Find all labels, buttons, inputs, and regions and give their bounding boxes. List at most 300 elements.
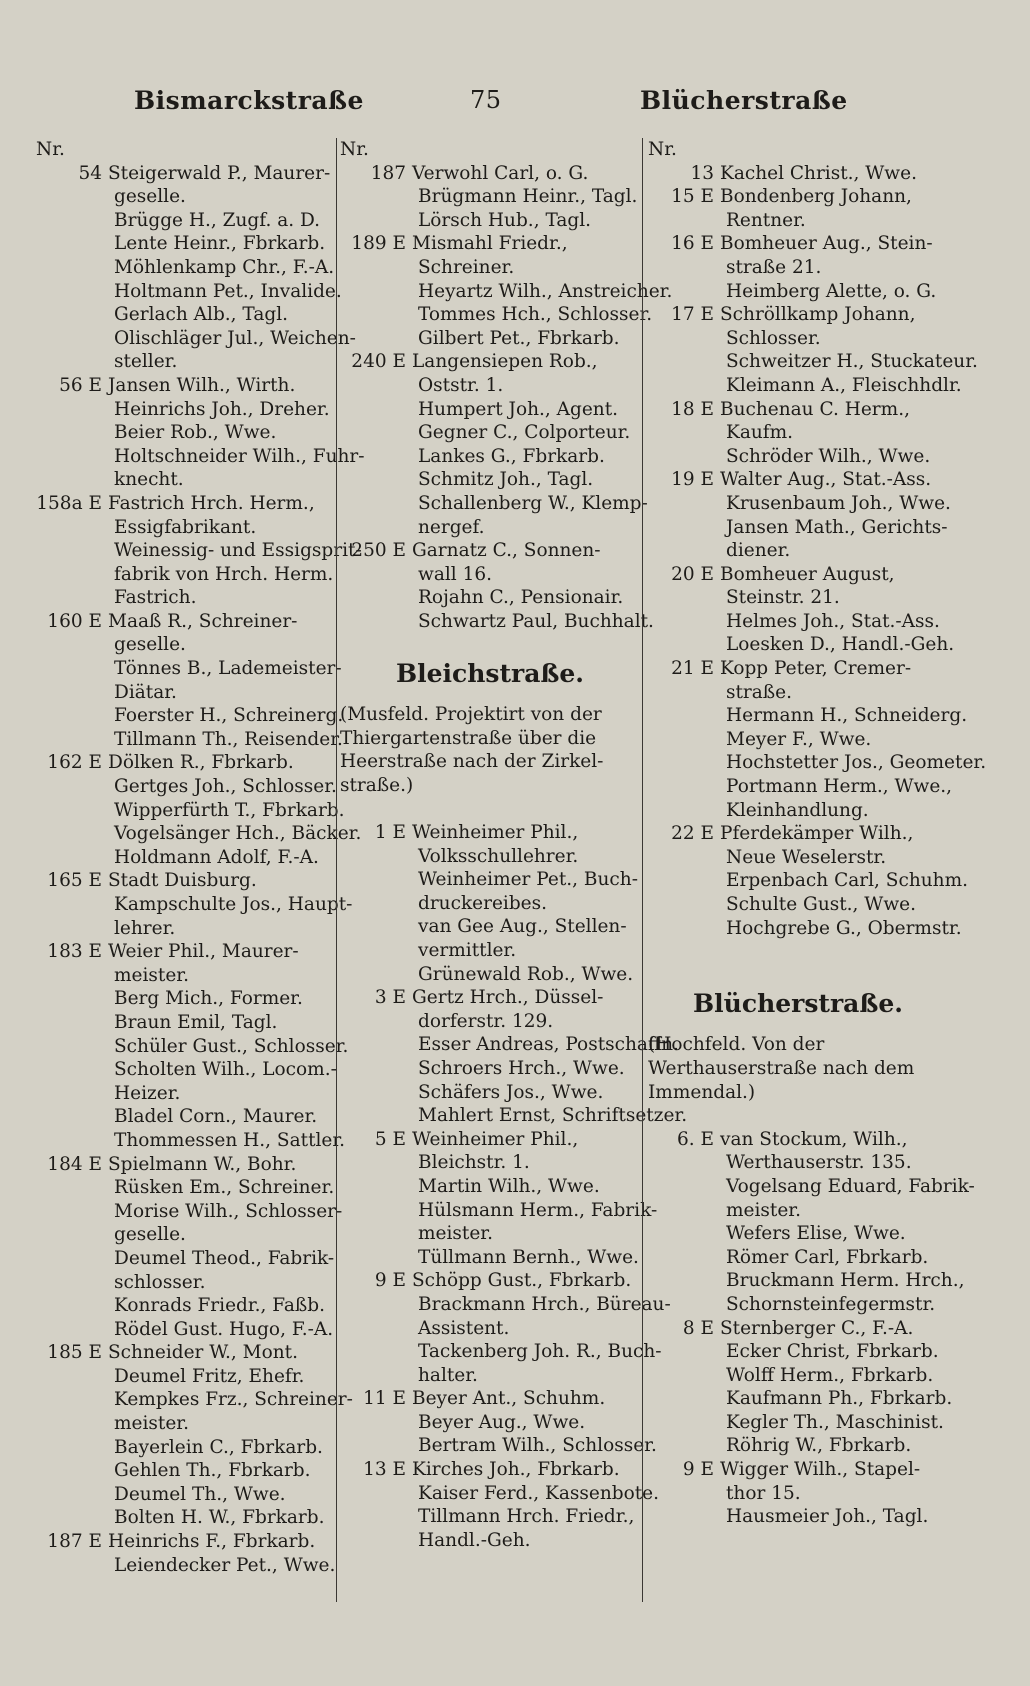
entry-line bbox=[36, 232, 336, 256]
resident-text: Rojahn C., Pensionair. bbox=[418, 587, 624, 609]
entry-line bbox=[36, 1412, 336, 1436]
resident-text: Wolff Herm., Fbrkarb. bbox=[726, 1364, 934, 1386]
entry-line bbox=[648, 775, 953, 799]
entry-line bbox=[648, 633, 955, 657]
resident-text: Holtmann Pet., Invalide. bbox=[114, 280, 342, 302]
house-number: 1 E bbox=[374, 822, 406, 844]
resident-text: Portmann Herm., Wwe., bbox=[726, 776, 953, 798]
entry-line bbox=[648, 1364, 948, 1388]
entry-line bbox=[36, 775, 336, 799]
resident-text: Schüler Gust., Schlosser. bbox=[114, 1035, 349, 1057]
resident-text: meister. bbox=[726, 1199, 801, 1221]
house-number: 11 E bbox=[363, 1388, 406, 1410]
entry-line bbox=[36, 822, 362, 846]
entry-line bbox=[340, 1175, 640, 1199]
entry-line bbox=[340, 1033, 679, 1057]
entry-line bbox=[36, 751, 336, 775]
entry-line bbox=[36, 1011, 336, 1035]
resident-text: Hermann H., Schneiderg. bbox=[726, 705, 968, 727]
resident-text: Meyer F., Wwe. bbox=[726, 728, 872, 750]
resident-text: Schallenberg W., Klemp- bbox=[418, 492, 648, 514]
house-number: 8 E bbox=[682, 1317, 714, 1339]
resident-text: Weinheimer Phil., bbox=[412, 1128, 579, 1150]
resident-text: Garnatz C., Sonnen- bbox=[412, 540, 601, 562]
resident-text: Gehlen Th., Fbrkarb. bbox=[114, 1460, 311, 1482]
resident-text: Kleimann A., Fleischhdlr. bbox=[726, 374, 962, 396]
resident-text: van Stockum, Wilh., bbox=[720, 1128, 908, 1150]
entry-line bbox=[340, 374, 640, 398]
entry-line bbox=[648, 657, 948, 681]
entry-line bbox=[648, 1199, 948, 1223]
resident-text: Beyer Aug., Wwe. bbox=[418, 1411, 586, 1433]
spacer bbox=[648, 940, 948, 964]
entry-line bbox=[340, 915, 640, 939]
section-description: Werthauserstraße nach dem bbox=[648, 1057, 915, 1079]
spacer bbox=[648, 1021, 948, 1033]
entry-line bbox=[36, 1247, 336, 1271]
column-header-nr: Nr. bbox=[648, 139, 677, 160]
resident-text: Weier Phil., Maurer- bbox=[108, 941, 299, 963]
entry-line bbox=[340, 1434, 657, 1458]
resident-text: thor 15. bbox=[726, 1482, 801, 1504]
resident-text: Bondenberg Johann, bbox=[720, 186, 912, 208]
resident-text: Kaufmann Ph., Fbrkarb. bbox=[726, 1388, 953, 1410]
resident-text: Buchenau C. Herm., bbox=[720, 398, 910, 420]
resident-text: straße 21. bbox=[726, 256, 822, 278]
entry-line bbox=[340, 303, 653, 327]
column-header-nr: Nr. bbox=[340, 139, 369, 160]
entry-line bbox=[648, 303, 948, 327]
house-number: 165 E bbox=[47, 870, 102, 892]
entry-line bbox=[36, 516, 336, 540]
entry-line bbox=[36, 869, 336, 893]
entry-line bbox=[648, 185, 948, 209]
entry-line bbox=[340, 986, 640, 1010]
resident-text: Schäfers Jos., Wwe. bbox=[418, 1081, 604, 1103]
resident-text: Schroers Hrch., Wwe. bbox=[418, 1057, 625, 1079]
resident-text: Krusenbaum Joh., Wwe. bbox=[726, 492, 951, 514]
resident-text: Kampschulte Jos., Haupt- bbox=[114, 894, 353, 915]
resident-text: Langensiepen Rob., bbox=[412, 351, 598, 373]
resident-text: Wipperfürth T., Fbrkarb. bbox=[114, 799, 345, 821]
section-description: Immendal.) bbox=[648, 1081, 756, 1103]
resident-text: Bleichstr. 1. bbox=[418, 1152, 530, 1174]
resident-text: Bomheuer August, bbox=[720, 563, 895, 585]
entry-line bbox=[36, 987, 336, 1011]
house-number: 19 E bbox=[671, 469, 714, 491]
resident-text: Römer Carl, Fbrkarb. bbox=[726, 1246, 929, 1268]
entry-line bbox=[648, 232, 948, 256]
entry-line bbox=[648, 327, 948, 351]
resident-text: Brackmann Hrch., Büreau- bbox=[418, 1293, 671, 1315]
entry-line bbox=[340, 1128, 640, 1152]
entry-line bbox=[36, 162, 336, 186]
resident-text: Kaiser Ferd., Kassenbote. bbox=[418, 1482, 659, 1504]
resident-text: meister. bbox=[114, 964, 189, 986]
resident-text: geselle. bbox=[114, 186, 186, 208]
entry-line bbox=[648, 492, 951, 516]
resident-text: Heizer. bbox=[114, 1082, 181, 1104]
resident-text: Schröder Wilh., Wwe. bbox=[726, 445, 931, 467]
resident-text: Tommes Hch., Schlosser. bbox=[418, 304, 653, 326]
house-number: 189 E bbox=[351, 233, 406, 255]
resident-text: Wefers Elise, Wwe. bbox=[726, 1223, 906, 1245]
resident-text: Vogelsänger Hch., Bäcker. bbox=[114, 823, 362, 845]
resident-text: Konrads Friedr., Faßb. bbox=[114, 1295, 325, 1317]
resident-text: Scholten Wilh., Locom.- bbox=[114, 1059, 337, 1081]
column-2 bbox=[340, 138, 688, 1552]
entry-line bbox=[648, 917, 962, 941]
resident-text: Lankes G., Fbrkarb. bbox=[418, 445, 605, 467]
entry-line bbox=[340, 1293, 671, 1317]
section-description: (Hochfeld. Von der bbox=[648, 1034, 825, 1056]
house-number: 54 bbox=[78, 162, 102, 184]
resident-text: Hochstetter Jos., Geometer. bbox=[726, 752, 987, 774]
house-number: 18 E bbox=[671, 398, 714, 420]
resident-text: geselle. bbox=[114, 634, 186, 656]
resident-text: straße. bbox=[726, 681, 792, 703]
entry-line bbox=[648, 893, 948, 917]
resident-text: Kaufm. bbox=[726, 422, 794, 444]
entry-line bbox=[648, 869, 968, 893]
resident-text: Mahlert Ernst, Schriftsetzer. bbox=[418, 1105, 688, 1127]
resident-text: geselle. bbox=[114, 1224, 186, 1246]
entry-line bbox=[36, 1436, 336, 1460]
column-divider bbox=[336, 138, 337, 1602]
entry-line bbox=[340, 1246, 640, 1270]
resident-text: Gertz Hrch., Düssel- bbox=[412, 987, 604, 1009]
entry-line bbox=[36, 350, 336, 374]
house-number: 250 E bbox=[351, 540, 406, 562]
entry-line bbox=[36, 964, 336, 988]
resident-text: Deumel Theod., Fabrik- bbox=[114, 1247, 335, 1269]
house-number: 13 bbox=[690, 162, 714, 184]
entry-line bbox=[340, 1458, 640, 1482]
resident-text: Humpert Joh., Agent. bbox=[418, 398, 619, 420]
entry-line bbox=[340, 1317, 640, 1341]
entry-line bbox=[36, 1506, 336, 1530]
resident-text: Steinstr. 21. bbox=[726, 587, 840, 609]
resident-text: Gegner C., Colporteur. bbox=[418, 422, 631, 444]
resident-text: Steigerwald P., Maurer- bbox=[108, 162, 331, 184]
entry-line bbox=[648, 799, 948, 823]
entry-line bbox=[648, 704, 968, 728]
resident-text: Rüsken Em., Schreiner. bbox=[114, 1177, 335, 1199]
resident-text: Diätar. bbox=[114, 681, 177, 703]
house-number: 16 E bbox=[671, 233, 714, 255]
entry-line bbox=[648, 1411, 948, 1435]
entry-line bbox=[340, 516, 640, 540]
entry-line bbox=[36, 633, 336, 657]
entry-line bbox=[36, 185, 336, 209]
resident-text: Jansen Math., Gerichts- bbox=[726, 516, 948, 538]
house-number: 3 E bbox=[374, 987, 406, 1009]
spacer bbox=[340, 633, 640, 657]
entry-line bbox=[36, 1153, 336, 1177]
entry-line bbox=[648, 1505, 948, 1529]
resident-text: Spielmann W., Bohr. bbox=[108, 1153, 297, 1175]
entry-line bbox=[340, 1081, 640, 1105]
entry-line bbox=[648, 421, 948, 445]
resident-text: Vogelsang Eduard, Fabrik- bbox=[726, 1175, 975, 1197]
resident-text: Kempkes Frz., Schreiner- bbox=[114, 1389, 353, 1411]
entry-line bbox=[648, 398, 948, 422]
entry-line bbox=[36, 1554, 336, 1578]
house-number: 187 E bbox=[47, 1531, 102, 1553]
resident-text: Bayerlein C., Fbrkarb. bbox=[114, 1436, 323, 1458]
entry-line bbox=[340, 1529, 640, 1553]
entry-line bbox=[340, 1199, 658, 1223]
entry-line bbox=[36, 610, 336, 634]
entry-line bbox=[340, 492, 648, 516]
entry-line bbox=[648, 1128, 948, 1152]
resident-text: Weinessig- und Essigsprit- bbox=[114, 540, 362, 562]
entry-line bbox=[36, 1082, 336, 1106]
entry-line bbox=[648, 728, 948, 752]
entry-line bbox=[648, 468, 948, 492]
resident-text: Martin Wilh., Wwe. bbox=[418, 1175, 600, 1197]
resident-text: Schreiner. bbox=[418, 256, 515, 278]
house-number: 17 E bbox=[671, 304, 714, 326]
house-number: 158a E bbox=[36, 492, 102, 514]
resident-text: Ecker Christ, Fbrkarb. bbox=[726, 1341, 939, 1363]
entry-line bbox=[36, 303, 336, 327]
resident-text: Volksschullehrer. bbox=[418, 845, 579, 867]
house-number: 15 E bbox=[671, 186, 714, 208]
resident-text: Schröllkamp Johann, bbox=[720, 304, 916, 326]
entry-line bbox=[648, 751, 987, 775]
resident-text: Heyartz Wilh., Anstreicher. bbox=[418, 280, 673, 302]
spacer bbox=[648, 1104, 948, 1128]
resident-text: Schneider W., Mont. bbox=[108, 1342, 298, 1364]
resident-text: meister. bbox=[114, 1413, 189, 1435]
resident-text: Bladel Corn., Maurer. bbox=[114, 1106, 318, 1128]
entry-line bbox=[648, 1387, 953, 1411]
entry-line bbox=[648, 162, 948, 186]
entry-line bbox=[648, 1293, 948, 1317]
resident-text: Schornsteinfegermstr. bbox=[726, 1293, 936, 1315]
resident-text: fabrik von Hrch. Herm. bbox=[114, 563, 334, 585]
entry-line bbox=[648, 610, 948, 634]
resident-text: wall 16. bbox=[418, 563, 492, 585]
resident-text: van Gee Aug., Stellen- bbox=[418, 916, 627, 938]
resident-text: Walter Aug., Stat.-Ass. bbox=[720, 469, 932, 491]
resident-text: Kirches Joh., Fbrkarb. bbox=[412, 1459, 620, 1481]
entry-line bbox=[36, 586, 336, 610]
resident-text: Stadt Duisburg. bbox=[108, 870, 257, 892]
resident-text: Hülsmann Herm., Fabrik- bbox=[418, 1199, 658, 1221]
entry-line bbox=[36, 445, 365, 469]
house-number: 6. E bbox=[676, 1128, 714, 1150]
resident-text: Leiendecker Pet., Wwe. bbox=[114, 1554, 336, 1576]
entry-line bbox=[36, 468, 336, 492]
entry-line bbox=[36, 704, 344, 728]
resident-text: druckereibes. bbox=[418, 892, 547, 914]
entry-line bbox=[648, 280, 948, 304]
entry-line bbox=[340, 1340, 662, 1364]
resident-text: Holtschneider Wilh., Fuhr- bbox=[114, 445, 365, 467]
resident-text: Neue Weselerstr. bbox=[726, 846, 887, 868]
resident-text: Handl.-Geh. bbox=[418, 1529, 531, 1551]
entry-line bbox=[340, 563, 640, 587]
page-number: 75 bbox=[470, 86, 502, 114]
resident-text: Assistent. bbox=[418, 1317, 510, 1339]
resident-text: Rentner. bbox=[726, 209, 806, 231]
entry-line bbox=[36, 1365, 336, 1389]
resident-text: Lente Heinr., Fbrkarb. bbox=[114, 233, 326, 255]
entry-line bbox=[36, 492, 336, 516]
resident-text: lehrer. bbox=[114, 917, 176, 939]
resident-text: dorferstr. 129. bbox=[418, 1010, 554, 1032]
entry-line bbox=[340, 1387, 640, 1411]
resident-text: Hausmeier Joh., Tagl. bbox=[726, 1506, 929, 1528]
entry-line bbox=[36, 539, 362, 563]
resident-text: Morise Wilh., Schlosser- bbox=[114, 1200, 343, 1222]
resident-text: Hochgrebe G., Obermstr. bbox=[726, 917, 962, 939]
resident-text: Lörsch Hub., Tagl. bbox=[418, 209, 592, 231]
house-number: 20 E bbox=[671, 563, 714, 585]
house-number: 187 bbox=[370, 162, 406, 184]
resident-text: Bruckmann Herm. Hrch., bbox=[726, 1270, 965, 1292]
entry-line bbox=[648, 1434, 948, 1458]
resident-text: Möhlenkamp Chr., F.-A. bbox=[114, 256, 335, 278]
resident-text: Thommessen H., Sattler. bbox=[114, 1129, 346, 1151]
resident-text: Tackenberg Joh. R., Buch- bbox=[418, 1341, 662, 1363]
resident-text: Gertges Joh., Schlosser. bbox=[114, 776, 337, 798]
resident-text: Bolten H. W., Fbrkarb. bbox=[114, 1507, 325, 1529]
entry-line bbox=[648, 846, 948, 870]
entry-line bbox=[648, 681, 948, 705]
resident-text: Kopp Peter, Cremer- bbox=[720, 658, 912, 680]
resident-text: Braun Emil, Tagl. bbox=[114, 1011, 278, 1033]
entry-line bbox=[340, 185, 640, 209]
house-number: 21 E bbox=[671, 658, 714, 680]
resident-text: vermittler. bbox=[418, 940, 517, 961]
house-number: 5 E bbox=[374, 1128, 406, 1150]
resident-text: Gilbert Pet., Fbrkarb. bbox=[418, 327, 620, 349]
entry-line bbox=[36, 563, 336, 587]
entry-line bbox=[648, 1175, 975, 1199]
resident-text: Tillmann Hrch. Friedr., bbox=[418, 1506, 635, 1528]
resident-text: Pferdekämper Wilh., bbox=[720, 823, 914, 845]
resident-text: Fastrich. bbox=[114, 587, 197, 609]
house-number: 183 E bbox=[47, 941, 102, 963]
resident-text: Tüllmann Bernh., Wwe. bbox=[418, 1246, 639, 1268]
resident-text: Kachel Christ., Wwe. bbox=[720, 162, 917, 184]
entry-line bbox=[340, 868, 640, 892]
entry-line bbox=[340, 445, 640, 469]
resident-text: Loesken D., Handl.-Geh. bbox=[726, 634, 955, 656]
resident-text: Schweitzer H., Stuckateur. bbox=[726, 351, 978, 373]
entry-line bbox=[36, 1105, 336, 1129]
entry-line bbox=[36, 893, 353, 917]
entry-line bbox=[648, 209, 948, 233]
resident-text: Kegler Th., Maschinist. bbox=[726, 1411, 944, 1433]
entry-line bbox=[36, 1129, 346, 1153]
header-left-street: Bismarckstraße bbox=[134, 86, 364, 115]
entry-line bbox=[340, 1010, 640, 1034]
resident-text: Schulte Gust., Wwe. bbox=[726, 894, 916, 915]
resident-text: Gerlach Alb., Tagl. bbox=[114, 304, 289, 326]
resident-text: Verwohl Carl, o. G. bbox=[412, 162, 589, 184]
entry-line bbox=[340, 1057, 640, 1081]
resident-text: Beyer Ant., Schuhm. bbox=[412, 1388, 606, 1410]
entry-line bbox=[36, 209, 336, 233]
resident-text: Röhrig W., Fbrkarb. bbox=[726, 1435, 912, 1457]
house-number: 13 E bbox=[363, 1459, 406, 1481]
entry-line bbox=[648, 1246, 948, 1270]
resident-text: Beier Rob., Wwe. bbox=[114, 422, 277, 444]
spacer bbox=[340, 691, 640, 703]
entry-line bbox=[36, 1530, 336, 1554]
house-number: 9 E bbox=[374, 1270, 406, 1292]
entry-line bbox=[36, 421, 336, 445]
resident-text: Oststr. 1. bbox=[418, 374, 504, 396]
resident-text: Bertram Wilh., Schlosser. bbox=[418, 1435, 657, 1457]
section-title: Bleichstraße. bbox=[395, 659, 585, 689]
entry-line bbox=[340, 280, 673, 304]
entry-line bbox=[340, 963, 640, 987]
entry-line bbox=[36, 1176, 336, 1200]
entry-line bbox=[648, 1317, 948, 1341]
resident-text: nergef. bbox=[418, 516, 485, 538]
resident-text: Maaß R., Schreiner- bbox=[108, 610, 298, 632]
entry-line bbox=[36, 327, 356, 351]
entry-line bbox=[340, 421, 640, 445]
entry-line bbox=[340, 468, 640, 492]
entry-line bbox=[340, 1505, 640, 1529]
resident-text: Olischläger Jul., Weichen- bbox=[114, 327, 356, 349]
resident-text: Dölken R., Fbrkarb. bbox=[108, 752, 294, 774]
entry-line bbox=[648, 822, 948, 846]
entry-line bbox=[340, 327, 640, 351]
resident-text: Berg Mich., Former. bbox=[114, 988, 303, 1010]
house-number: 9 E bbox=[682, 1459, 714, 1481]
resident-text: Fastrich Hrch. Herm., bbox=[108, 492, 315, 514]
spacer bbox=[648, 964, 948, 988]
house-number: 22 E bbox=[671, 823, 714, 845]
entry-line bbox=[36, 1035, 349, 1059]
house-number: 56 E bbox=[59, 374, 102, 396]
entry-line bbox=[648, 1222, 948, 1246]
entry-line bbox=[36, 374, 336, 398]
resident-text: Helmes Joh., Stat.-Ass. bbox=[726, 610, 940, 632]
resident-text: Brügge H., Zugf. a. D. bbox=[114, 209, 321, 231]
entry-line bbox=[340, 1269, 640, 1293]
section-description: Thiergartenstraße über die bbox=[340, 727, 597, 749]
resident-text: Grünewald Rob., Wwe. bbox=[418, 963, 634, 985]
resident-text: steller. bbox=[114, 351, 178, 373]
entry-line bbox=[340, 845, 640, 869]
entry-line bbox=[36, 1318, 336, 1342]
entry-line bbox=[36, 1200, 343, 1224]
resident-text: Schlosser. bbox=[726, 327, 821, 349]
resident-text: Rödel Gust. Hugo, F.-A. bbox=[114, 1318, 334, 1340]
header-right-street: Blücherstraße bbox=[640, 86, 848, 115]
entry-line bbox=[648, 586, 948, 610]
resident-text: Mismahl Friedr., bbox=[412, 233, 568, 255]
entry-line bbox=[340, 939, 640, 963]
resident-text: Heimberg Alette, o. G. bbox=[726, 280, 937, 302]
entry-line bbox=[648, 350, 978, 374]
resident-text: Holdmann Adolf, F.-A. bbox=[114, 846, 319, 868]
entry-line bbox=[648, 563, 948, 587]
entry-line bbox=[36, 846, 336, 870]
entry-line bbox=[36, 799, 345, 823]
entry-line bbox=[36, 1459, 336, 1483]
entry-line bbox=[648, 374, 962, 398]
entry-line bbox=[36, 1223, 336, 1247]
